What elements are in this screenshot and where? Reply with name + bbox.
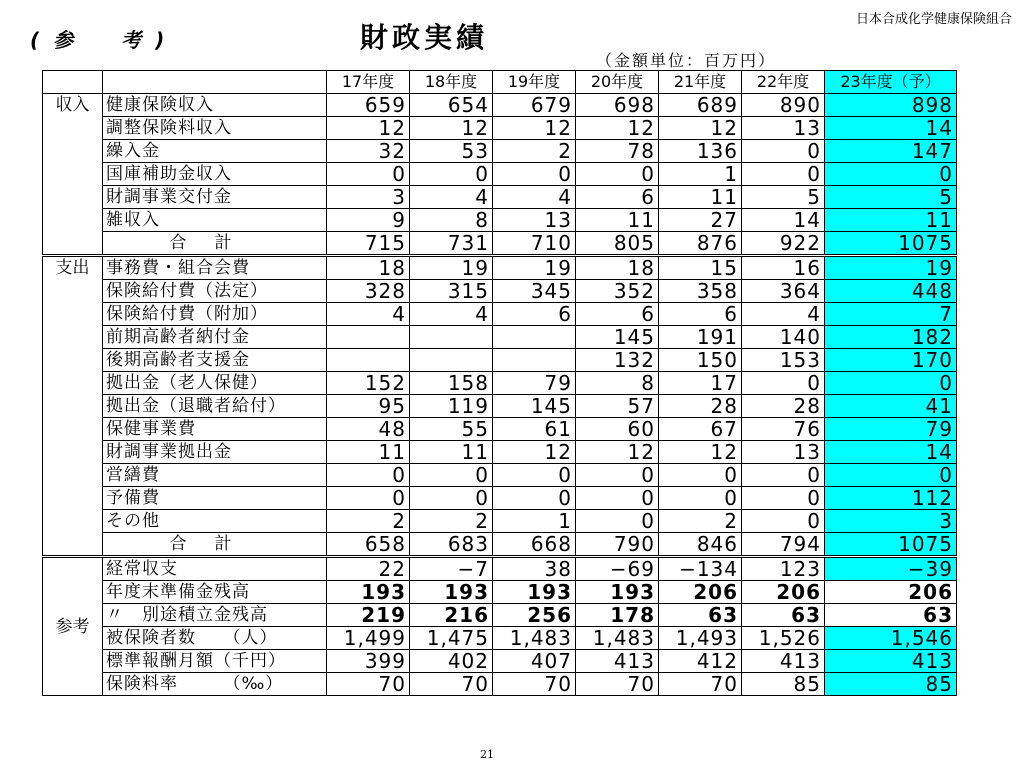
- value-cell: 85: [825, 673, 957, 696]
- column-header: 19年度: [493, 71, 576, 94]
- value-cell: 11: [327, 441, 410, 464]
- value-cell: 3: [825, 510, 957, 533]
- table-row: [43, 581, 957, 604]
- value-cell: 70: [327, 673, 410, 696]
- value-cell: 219: [327, 604, 410, 627]
- value-cell: 876: [659, 232, 742, 256]
- value-cell: 19: [825, 256, 957, 280]
- value-cell: 193: [493, 581, 576, 604]
- value-cell: 63: [742, 604, 825, 627]
- table-row: [43, 464, 957, 487]
- value-cell: 152: [327, 372, 410, 395]
- section-label: 参考: [43, 557, 103, 696]
- value-cell: 63: [659, 604, 742, 627]
- value-cell: 0: [410, 464, 493, 487]
- value-cell: 206: [825, 581, 957, 604]
- value-cell: 399: [327, 650, 410, 673]
- column-header: 22年度: [742, 71, 825, 94]
- value-cell: 0: [825, 464, 957, 487]
- value-cell: 79: [825, 418, 957, 441]
- value-cell: 413: [825, 650, 957, 673]
- value-cell: 70: [410, 673, 493, 696]
- value-cell: 1,493: [659, 627, 742, 650]
- value-cell: [327, 326, 410, 349]
- value-cell: 794: [742, 533, 825, 557]
- table-row: [43, 557, 957, 581]
- value-cell: 123: [742, 557, 825, 581]
- value-cell: 60: [576, 418, 659, 441]
- table-row: [43, 372, 957, 395]
- value-cell: 0: [576, 510, 659, 533]
- value-cell: 11: [659, 186, 742, 209]
- table-row: [43, 418, 957, 441]
- value-cell: 710: [493, 232, 576, 256]
- value-cell: 206: [742, 581, 825, 604]
- value-cell: 846: [659, 533, 742, 557]
- row-label: 後期高齢者支援金: [103, 349, 327, 372]
- value-cell: 654: [410, 94, 493, 117]
- table-row: [43, 510, 957, 533]
- value-cell: 32: [327, 140, 410, 163]
- value-cell: 112: [825, 487, 957, 510]
- value-cell: 38: [493, 557, 576, 581]
- value-cell: 683: [410, 533, 493, 557]
- table-row: [43, 163, 957, 186]
- value-cell: 1,475: [410, 627, 493, 650]
- value-cell: 6: [576, 186, 659, 209]
- value-cell: 6: [659, 303, 742, 326]
- value-cell: 1: [659, 163, 742, 186]
- row-label: 経常収支: [103, 557, 327, 581]
- value-cell: 53: [410, 140, 493, 163]
- reference-label: (参 考): [30, 28, 179, 52]
- value-cell: 0: [742, 510, 825, 533]
- table-row: [43, 604, 957, 627]
- table-row: [43, 140, 957, 163]
- total-row: [43, 232, 957, 256]
- value-cell: 158: [410, 372, 493, 395]
- value-cell: 407: [493, 650, 576, 673]
- value-cell: 352: [576, 280, 659, 303]
- value-cell: 0: [576, 464, 659, 487]
- value-cell: 14: [825, 117, 957, 140]
- value-cell: 658: [327, 533, 410, 557]
- value-cell: 328: [327, 280, 410, 303]
- table-row: [43, 209, 957, 232]
- value-cell: 412: [659, 650, 742, 673]
- value-cell: 12: [493, 117, 576, 140]
- value-cell: 63: [825, 604, 957, 627]
- value-cell: 0: [659, 464, 742, 487]
- row-label: 標準報酬月額（千円）: [103, 650, 327, 673]
- value-cell: 5: [742, 186, 825, 209]
- value-cell: 0: [410, 487, 493, 510]
- value-cell: 78: [576, 140, 659, 163]
- value-cell: 16: [742, 256, 825, 280]
- value-cell: 715: [327, 232, 410, 256]
- value-cell: −134: [659, 557, 742, 581]
- page-title: 財政実績: [360, 21, 489, 54]
- value-cell: 193: [576, 581, 659, 604]
- value-cell: 153: [742, 349, 825, 372]
- column-header: 23年度（予）: [825, 71, 957, 94]
- table-row: [43, 650, 957, 673]
- value-cell: 8: [576, 372, 659, 395]
- value-cell: 11: [576, 209, 659, 232]
- table-row: [43, 395, 957, 418]
- value-cell: 4: [493, 186, 576, 209]
- value-cell: 19: [493, 256, 576, 280]
- value-cell: 11: [410, 441, 493, 464]
- value-cell: 0: [327, 464, 410, 487]
- value-cell: 150: [659, 349, 742, 372]
- value-cell: 12: [659, 441, 742, 464]
- value-cell: 2: [410, 510, 493, 533]
- value-cell: 4: [410, 303, 493, 326]
- unit-note: （金額単位：百万円）: [596, 51, 777, 70]
- value-cell: 13: [742, 441, 825, 464]
- value-cell: 402: [410, 650, 493, 673]
- value-cell: 0: [327, 487, 410, 510]
- table-row: [43, 256, 957, 280]
- value-cell: 0: [493, 464, 576, 487]
- value-cell: 358: [659, 280, 742, 303]
- value-cell: 890: [742, 94, 825, 117]
- value-cell: 256: [493, 604, 576, 627]
- value-cell: 11: [825, 209, 957, 232]
- value-cell: 1,546: [825, 627, 957, 650]
- value-cell: 0: [742, 163, 825, 186]
- value-cell: 67: [659, 418, 742, 441]
- value-cell: 13: [742, 117, 825, 140]
- value-cell: 57: [576, 395, 659, 418]
- value-cell: 193: [410, 581, 493, 604]
- value-cell: 12: [659, 117, 742, 140]
- column-header: 20年度: [576, 71, 659, 94]
- value-cell: 0: [742, 140, 825, 163]
- row-label: 調整保険料収入: [103, 117, 327, 140]
- value-cell: 0: [327, 163, 410, 186]
- value-cell: 216: [410, 604, 493, 627]
- value-cell: 0: [742, 464, 825, 487]
- total-row: [43, 533, 957, 557]
- value-cell: 145: [493, 395, 576, 418]
- value-cell: 13: [493, 209, 576, 232]
- table-header-row: [43, 71, 957, 94]
- row-label: 保険料率 （‰）: [103, 673, 327, 696]
- value-cell: 448: [825, 280, 957, 303]
- value-cell: 28: [742, 395, 825, 418]
- value-cell: 28: [659, 395, 742, 418]
- row-label: 国庫補助金収入: [103, 163, 327, 186]
- table-row: [43, 280, 957, 303]
- row-label: 保険給付費（附加）: [103, 303, 327, 326]
- value-cell: 2: [327, 510, 410, 533]
- row-label: 雑収入: [103, 209, 327, 232]
- value-cell: 70: [493, 673, 576, 696]
- value-cell: 413: [742, 650, 825, 673]
- row-label: 健康保険収入: [103, 94, 327, 117]
- value-cell: 18: [327, 256, 410, 280]
- value-cell: 14: [742, 209, 825, 232]
- value-cell: 95: [327, 395, 410, 418]
- value-cell: [410, 349, 493, 372]
- row-label: 財調事業交付金: [103, 186, 327, 209]
- value-cell: 805: [576, 232, 659, 256]
- value-cell: 7: [825, 303, 957, 326]
- financial-results-table: [42, 70, 957, 696]
- value-cell: 0: [493, 487, 576, 510]
- row-label: 拠出金（退職者給付）: [103, 395, 327, 418]
- value-cell: 170: [825, 349, 957, 372]
- column-header: 18年度: [410, 71, 493, 94]
- value-cell: 3: [327, 186, 410, 209]
- value-cell: 55: [410, 418, 493, 441]
- row-label: 合計: [103, 232, 327, 256]
- value-cell: 659: [327, 94, 410, 117]
- value-cell: 315: [410, 280, 493, 303]
- value-cell: 0: [410, 163, 493, 186]
- value-cell: [327, 349, 410, 372]
- row-label: 保健事業費: [103, 418, 327, 441]
- row-label: 〃 別途積立金残高: [103, 604, 327, 627]
- value-cell: 6: [576, 303, 659, 326]
- value-cell: 140: [742, 326, 825, 349]
- value-cell: 18: [576, 256, 659, 280]
- header-item-cell: [103, 71, 327, 94]
- value-cell: 4: [410, 186, 493, 209]
- value-cell: 4: [742, 303, 825, 326]
- value-cell: 0: [742, 372, 825, 395]
- table-row: [43, 673, 957, 696]
- value-cell: 12: [576, 117, 659, 140]
- table-row: [43, 303, 957, 326]
- row-label: 被保険者数 （人）: [103, 627, 327, 650]
- value-cell: 698: [576, 94, 659, 117]
- table-row: [43, 487, 957, 510]
- value-cell: 206: [659, 581, 742, 604]
- value-cell: 41: [825, 395, 957, 418]
- value-cell: 147: [825, 140, 957, 163]
- row-label: 予備費: [103, 487, 327, 510]
- value-cell: 119: [410, 395, 493, 418]
- value-cell: 922: [742, 232, 825, 256]
- column-header: 21年度: [659, 71, 742, 94]
- value-cell: 22: [327, 557, 410, 581]
- value-cell: 2: [659, 510, 742, 533]
- value-cell: 27: [659, 209, 742, 232]
- table-row: [43, 349, 957, 372]
- value-cell: 1,526: [742, 627, 825, 650]
- value-cell: 413: [576, 650, 659, 673]
- value-cell: −39: [825, 557, 957, 581]
- value-cell: 19: [410, 256, 493, 280]
- section-label: 収入: [43, 94, 103, 256]
- value-cell: 8: [410, 209, 493, 232]
- value-cell: [493, 349, 576, 372]
- header-corner-cell: [43, 71, 103, 94]
- value-cell: 145: [576, 326, 659, 349]
- table-row: [43, 441, 957, 464]
- row-label: 合計: [103, 533, 327, 557]
- page-number: 21: [480, 748, 494, 761]
- row-label: 保険給付費（法定）: [103, 280, 327, 303]
- value-cell: [410, 326, 493, 349]
- value-cell: 193: [327, 581, 410, 604]
- value-cell: −69: [576, 557, 659, 581]
- value-cell: 0: [742, 487, 825, 510]
- value-cell: 0: [825, 163, 957, 186]
- row-label: 前期高齢者納付金: [103, 326, 327, 349]
- value-cell: 12: [410, 117, 493, 140]
- value-cell: 191: [659, 326, 742, 349]
- value-cell: 345: [493, 280, 576, 303]
- section-label: 支出: [43, 256, 103, 557]
- value-cell: 76: [742, 418, 825, 441]
- table-row: [43, 186, 957, 209]
- value-cell: 15: [659, 256, 742, 280]
- value-cell: 182: [825, 326, 957, 349]
- row-label: 事務費・組合会費: [103, 256, 327, 280]
- row-label: 拠出金（老人保健）: [103, 372, 327, 395]
- value-cell: 689: [659, 94, 742, 117]
- value-cell: 790: [576, 533, 659, 557]
- value-cell: 12: [327, 117, 410, 140]
- value-cell: 0: [659, 487, 742, 510]
- value-cell: 61: [493, 418, 576, 441]
- row-label: 営繕費: [103, 464, 327, 487]
- value-cell: 364: [742, 280, 825, 303]
- value-cell: 178: [576, 604, 659, 627]
- value-cell: 4: [327, 303, 410, 326]
- value-cell: 0: [493, 163, 576, 186]
- value-cell: 6: [493, 303, 576, 326]
- value-cell: 0: [576, 163, 659, 186]
- value-cell: 9: [327, 209, 410, 232]
- organization-name: 日本合成化学健康保険組合: [855, 12, 1012, 27]
- value-cell: 17: [659, 372, 742, 395]
- value-cell: 70: [576, 673, 659, 696]
- value-cell: 132: [576, 349, 659, 372]
- value-cell: 14: [825, 441, 957, 464]
- value-cell: 5: [825, 186, 957, 209]
- table-row: [43, 94, 957, 117]
- value-cell: 0: [825, 372, 957, 395]
- row-label: 繰入金: [103, 140, 327, 163]
- value-cell: 898: [825, 94, 957, 117]
- value-cell: [493, 326, 576, 349]
- value-cell: 85: [742, 673, 825, 696]
- table-row: [43, 627, 957, 650]
- value-cell: 1075: [825, 533, 957, 557]
- row-label: その他: [103, 510, 327, 533]
- value-cell: 2: [493, 140, 576, 163]
- value-cell: 1,483: [576, 627, 659, 650]
- value-cell: 1075: [825, 232, 957, 256]
- value-cell: 1,499: [327, 627, 410, 650]
- row-label: 財調事業拠出金: [103, 441, 327, 464]
- table-row: [43, 117, 957, 140]
- value-cell: 48: [327, 418, 410, 441]
- table-row: [43, 326, 957, 349]
- row-label: 年度末準備金残高: [103, 581, 327, 604]
- value-cell: −7: [410, 557, 493, 581]
- value-cell: 1,483: [493, 627, 576, 650]
- value-cell: 679: [493, 94, 576, 117]
- value-cell: 70: [659, 673, 742, 696]
- value-cell: 79: [493, 372, 576, 395]
- value-cell: 731: [410, 232, 493, 256]
- value-cell: 668: [493, 533, 576, 557]
- column-header: 17年度: [327, 71, 410, 94]
- value-cell: 12: [493, 441, 576, 464]
- value-cell: 1: [493, 510, 576, 533]
- value-cell: 12: [576, 441, 659, 464]
- value-cell: 136: [659, 140, 742, 163]
- value-cell: 0: [576, 487, 659, 510]
